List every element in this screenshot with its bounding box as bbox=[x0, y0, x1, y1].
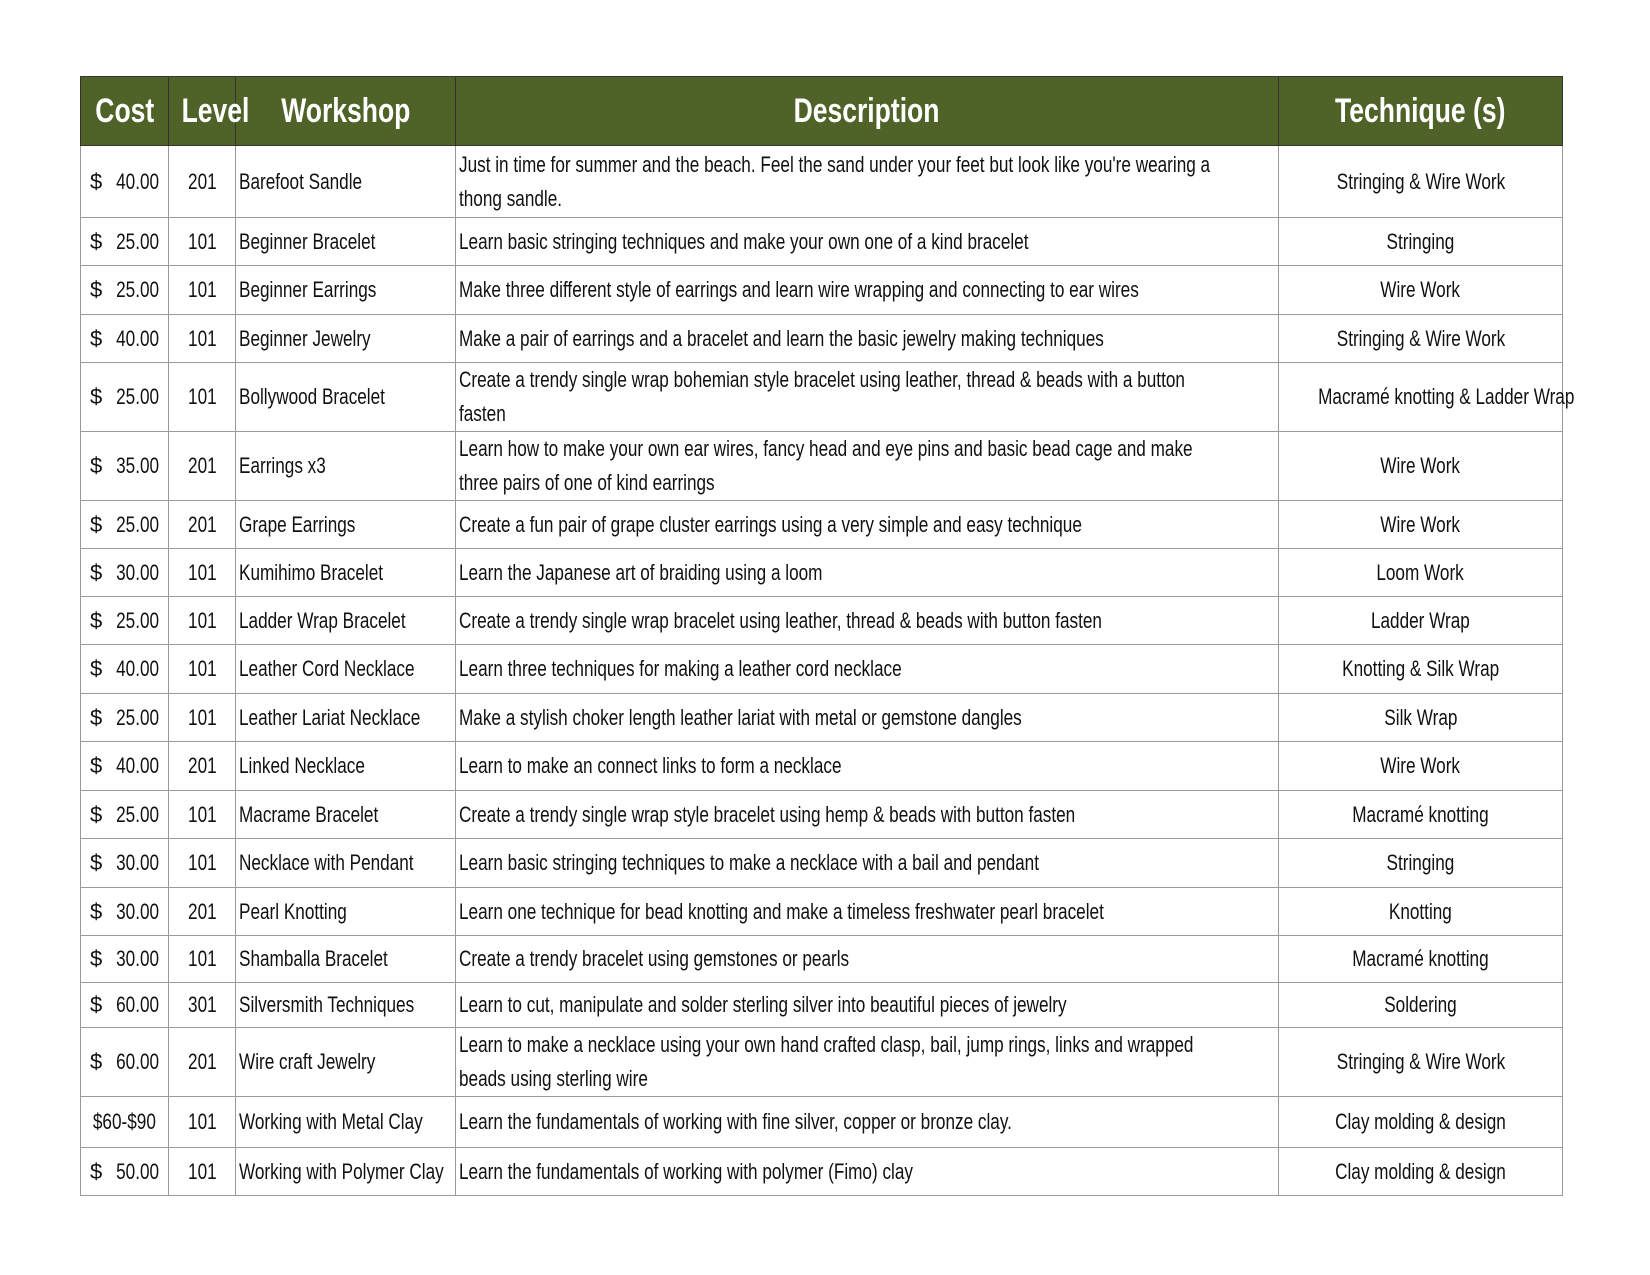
cost-cell bbox=[81, 983, 169, 1028]
cost-cell bbox=[81, 315, 169, 363]
currency-symbol: $ bbox=[90, 656, 103, 681]
currency-symbol: $ bbox=[90, 801, 103, 827]
technique-cell: Clay molding & design bbox=[1279, 1148, 1563, 1196]
description-cell: Create a trendy single wrap bohemian style bracelet using leather, thread & beads with a button fasten bbox=[456, 363, 1279, 432]
level-cell: 101 bbox=[169, 218, 236, 266]
workshop-cell: Necklace with Pendant bbox=[236, 839, 456, 888]
level-cell: 101 bbox=[169, 694, 236, 742]
description-cell: Learn the fundamentals of working with fine silver, copper or bronze clay. bbox=[456, 1097, 1279, 1148]
technique-cell: Wire Work bbox=[1279, 266, 1563, 315]
level-cell: 201 bbox=[169, 1028, 236, 1097]
technique-cell: Wire Work bbox=[1279, 432, 1563, 501]
header-workshop: Workshop bbox=[236, 77, 456, 146]
level-cell: 101 bbox=[169, 839, 236, 888]
header-technique: Technique (s) bbox=[1279, 77, 1563, 146]
cost-cell bbox=[81, 597, 169, 645]
table-row bbox=[81, 1148, 1563, 1196]
currency-symbol: $ bbox=[90, 753, 103, 778]
currency-symbol: $ bbox=[90, 325, 103, 351]
description-cell: Learn how to make your own ear wires, fancy head and eye pins and basic bead cage and make three pairs of one of kind earrings bbox=[456, 432, 1279, 501]
table-row bbox=[81, 597, 1563, 645]
level-cell: 301 bbox=[169, 983, 236, 1028]
technique-cell: Knotting bbox=[1279, 888, 1563, 936]
workshop-cell: Silversmith Techniques bbox=[236, 983, 456, 1028]
table-row bbox=[81, 146, 1563, 218]
level-cell: 101 bbox=[169, 1097, 236, 1148]
workshop-cell: Shamballa Bracelet bbox=[236, 936, 456, 983]
description-cell: Create a fun pair of grape cluster earrings using a very simple and easy technique bbox=[456, 501, 1279, 549]
cost-value: 30.00 bbox=[116, 850, 159, 875]
level-cell: 201 bbox=[169, 432, 236, 501]
cost-value: 25.00 bbox=[116, 511, 159, 537]
workshop-cell: Leather Cord Necklace bbox=[236, 645, 456, 694]
cost-value: 25.00 bbox=[116, 277, 159, 302]
cost-value: 40.00 bbox=[116, 656, 159, 681]
cost-cell bbox=[81, 839, 169, 888]
cost-cell bbox=[81, 549, 169, 597]
level-cell: 101 bbox=[169, 936, 236, 983]
description-cell: Learn to make an connect links to form a necklace bbox=[456, 742, 1279, 791]
currency-symbol: $ bbox=[90, 1049, 103, 1074]
description-cell: Learn basic stringing techniques to make a necklace with a bail and pendant bbox=[456, 839, 1279, 888]
header-cost: Cost bbox=[81, 77, 169, 146]
description-cell: Learn the fundamentals of working with polymer (Fimo) clay bbox=[456, 1148, 1279, 1196]
cost-cell bbox=[81, 146, 169, 218]
level-cell: 201 bbox=[169, 888, 236, 936]
table-row bbox=[81, 791, 1563, 839]
description-cell: Create a trendy single wrap style bracelet using hemp & beads with button fasten bbox=[456, 791, 1279, 839]
table-row bbox=[81, 1097, 1563, 1148]
currency-symbol: $ bbox=[90, 168, 103, 194]
currency-symbol: $ bbox=[90, 992, 103, 1017]
workshop-cell: Beginner Earrings bbox=[236, 266, 456, 315]
level-cell: 101 bbox=[169, 791, 236, 839]
technique-cell: Stringing bbox=[1279, 218, 1563, 266]
table-row bbox=[81, 936, 1563, 983]
cost-value: 60.00 bbox=[116, 1049, 159, 1074]
workshop-cell: Kumihimo Bracelet bbox=[236, 549, 456, 597]
table-row bbox=[81, 839, 1563, 888]
table-row bbox=[81, 432, 1563, 501]
table-row bbox=[81, 694, 1563, 742]
description-cell: Learn three techniques for making a leather cord necklace bbox=[456, 645, 1279, 694]
workshop-cell: Leather Lariat Necklace bbox=[236, 694, 456, 742]
currency-symbol: $ bbox=[90, 898, 103, 924]
description-cell: Create a trendy single wrap bracelet using leather, thread & beads with button fasten bbox=[456, 597, 1279, 645]
cost-value: 60.00 bbox=[116, 992, 159, 1017]
workshop-table bbox=[80, 76, 1575, 1196]
table-row bbox=[81, 742, 1563, 791]
level-cell: 201 bbox=[169, 742, 236, 791]
cost-value: 25.00 bbox=[116, 801, 159, 827]
cost-cell bbox=[81, 694, 169, 742]
table-row bbox=[81, 266, 1563, 315]
cost-cell bbox=[81, 936, 169, 983]
technique-cell: Macramé knotting & Ladder Wrap bbox=[1279, 363, 1563, 432]
description-cell: Make a pair of earrings and a bracelet and learn the basic jewelry making techniques bbox=[456, 315, 1279, 363]
cost-value: 25.00 bbox=[116, 228, 159, 254]
table-row bbox=[81, 1028, 1563, 1097]
cost-cell bbox=[81, 432, 169, 501]
cost-value: 30.00 bbox=[116, 946, 159, 971]
table-row bbox=[81, 888, 1563, 936]
cost-cell bbox=[81, 742, 169, 791]
level-cell: 101 bbox=[169, 315, 236, 363]
description-cell: Learn to cut, manipulate and solder sterling silver into beautiful pieces of jewelry bbox=[456, 983, 1279, 1028]
technique-cell: Macramé knotting bbox=[1279, 936, 1563, 983]
workshop-cell: Barefoot Sandle bbox=[236, 146, 456, 218]
technique-cell: Ladder Wrap bbox=[1279, 597, 1563, 645]
description-cell: Learn basic stringing techniques and make your own one of a kind bracelet bbox=[456, 218, 1279, 266]
cost-value: 40.00 bbox=[116, 168, 159, 194]
technique-cell: Wire Work bbox=[1279, 742, 1563, 791]
technique-cell: Silk Wrap bbox=[1279, 694, 1563, 742]
header-description: Description bbox=[456, 77, 1279, 146]
cost-value: 40.00 bbox=[116, 753, 159, 778]
currency-symbol: $ bbox=[90, 511, 103, 537]
workshop-cell: Beginner Bracelet bbox=[236, 218, 456, 266]
table-row bbox=[81, 501, 1563, 549]
cost-cell bbox=[81, 501, 169, 549]
level-cell: 201 bbox=[169, 146, 236, 218]
cost-cell bbox=[81, 1148, 169, 1196]
workshop-cell: Linked Necklace bbox=[236, 742, 456, 791]
technique-cell: Loom Work bbox=[1279, 549, 1563, 597]
technique-cell: Macramé knotting bbox=[1279, 791, 1563, 839]
description-cell: Make a stylish choker length leather lariat with metal or gemstone dangles bbox=[456, 694, 1279, 742]
level-cell: 101 bbox=[169, 645, 236, 694]
description-cell: Learn to make a necklace using your own hand crafted clasp, bail, jump rings, links and wrapped beads using sterling wire bbox=[456, 1028, 1279, 1097]
workshop-cell: Bollywood Bracelet bbox=[236, 363, 456, 432]
workshop-cell: Working with Metal Clay bbox=[236, 1097, 456, 1148]
currency-symbol: $ bbox=[90, 850, 103, 875]
level-cell: 201 bbox=[169, 501, 236, 549]
workshop-cell: Wire craft Jewelry bbox=[236, 1028, 456, 1097]
technique-cell: Wire Work bbox=[1279, 501, 1563, 549]
table-row bbox=[81, 983, 1563, 1028]
cost-cell bbox=[81, 888, 169, 936]
cost-value: 25.00 bbox=[116, 384, 159, 409]
workshop-cell: Ladder Wrap Bracelet bbox=[236, 597, 456, 645]
technique-cell: Stringing & Wire Work bbox=[1279, 1028, 1563, 1097]
cost-cell bbox=[81, 266, 169, 315]
cost-cell bbox=[81, 645, 169, 694]
header-row bbox=[81, 77, 1563, 146]
technique-cell: Knotting & Silk Wrap bbox=[1279, 645, 1563, 694]
workshop-cell: Working with Polymer Clay bbox=[236, 1148, 456, 1196]
technique-cell: Stringing & Wire Work bbox=[1279, 146, 1563, 218]
cost-cell bbox=[81, 1028, 169, 1097]
currency-symbol: $ bbox=[90, 277, 103, 302]
technique-cell: Soldering bbox=[1279, 983, 1563, 1028]
description-cell: Create a trendy bracelet using gemstones or pearls bbox=[456, 936, 1279, 983]
table-row bbox=[81, 549, 1563, 597]
technique-cell: Clay molding & design bbox=[1279, 1097, 1563, 1148]
workshop-cell: Pearl Knotting bbox=[236, 888, 456, 936]
description-cell: Learn the Japanese art of braiding using a loom bbox=[456, 549, 1279, 597]
cost-value: 50.00 bbox=[116, 1158, 159, 1184]
currency-symbol: $ bbox=[90, 704, 103, 730]
cost-value: 25.00 bbox=[116, 704, 159, 730]
currency-symbol: $ bbox=[90, 607, 103, 633]
currency-symbol: $ bbox=[90, 559, 103, 585]
cost-value: 40.00 bbox=[116, 325, 159, 351]
currency-symbol: $ bbox=[90, 228, 103, 254]
workshop-cell: Macrame Bracelet bbox=[236, 791, 456, 839]
level-cell: 101 bbox=[169, 549, 236, 597]
description-cell: Learn one technique for bead knotting and make a timeless freshwater pearl bracelet bbox=[456, 888, 1279, 936]
cost-value: 35.00 bbox=[116, 453, 159, 478]
table-row bbox=[81, 363, 1563, 432]
technique-cell: Stringing & Wire Work bbox=[1279, 315, 1563, 363]
currency-symbol: $ bbox=[90, 453, 103, 478]
technique-cell: Stringing bbox=[1279, 839, 1563, 888]
description-cell: Just in time for summer and the beach. Feel the sand under your feet but look like you're wearing a thong sandle. bbox=[456, 146, 1279, 218]
level-cell: 101 bbox=[169, 266, 236, 315]
currency-symbol: $ bbox=[90, 1158, 103, 1184]
description-cell: Make three different style of earrings and learn wire wrapping and connecting to ear wires bbox=[456, 266, 1279, 315]
table-row bbox=[81, 645, 1563, 694]
cost-value: 25.00 bbox=[116, 607, 159, 633]
cost-cell bbox=[81, 363, 169, 432]
workshop-cell: Earrings x3 bbox=[236, 432, 456, 501]
currency-symbol: $ bbox=[90, 946, 103, 971]
table-row bbox=[81, 218, 1563, 266]
level-cell: 101 bbox=[169, 597, 236, 645]
cost-cell bbox=[81, 218, 169, 266]
level-cell: 101 bbox=[169, 363, 236, 432]
cost-cell: $60-$90 bbox=[81, 1097, 169, 1148]
table-row bbox=[81, 315, 1563, 363]
cost-value: 30.00 bbox=[116, 559, 159, 585]
cost-value: 30.00 bbox=[116, 898, 159, 924]
level-cell: 101 bbox=[169, 1148, 236, 1196]
cost-cell bbox=[81, 791, 169, 839]
header-level: Level bbox=[169, 77, 236, 146]
workshop-cell: Beginner Jewelry bbox=[236, 315, 456, 363]
currency-symbol: $ bbox=[90, 384, 103, 409]
workshop-cell: Grape Earrings bbox=[236, 501, 456, 549]
